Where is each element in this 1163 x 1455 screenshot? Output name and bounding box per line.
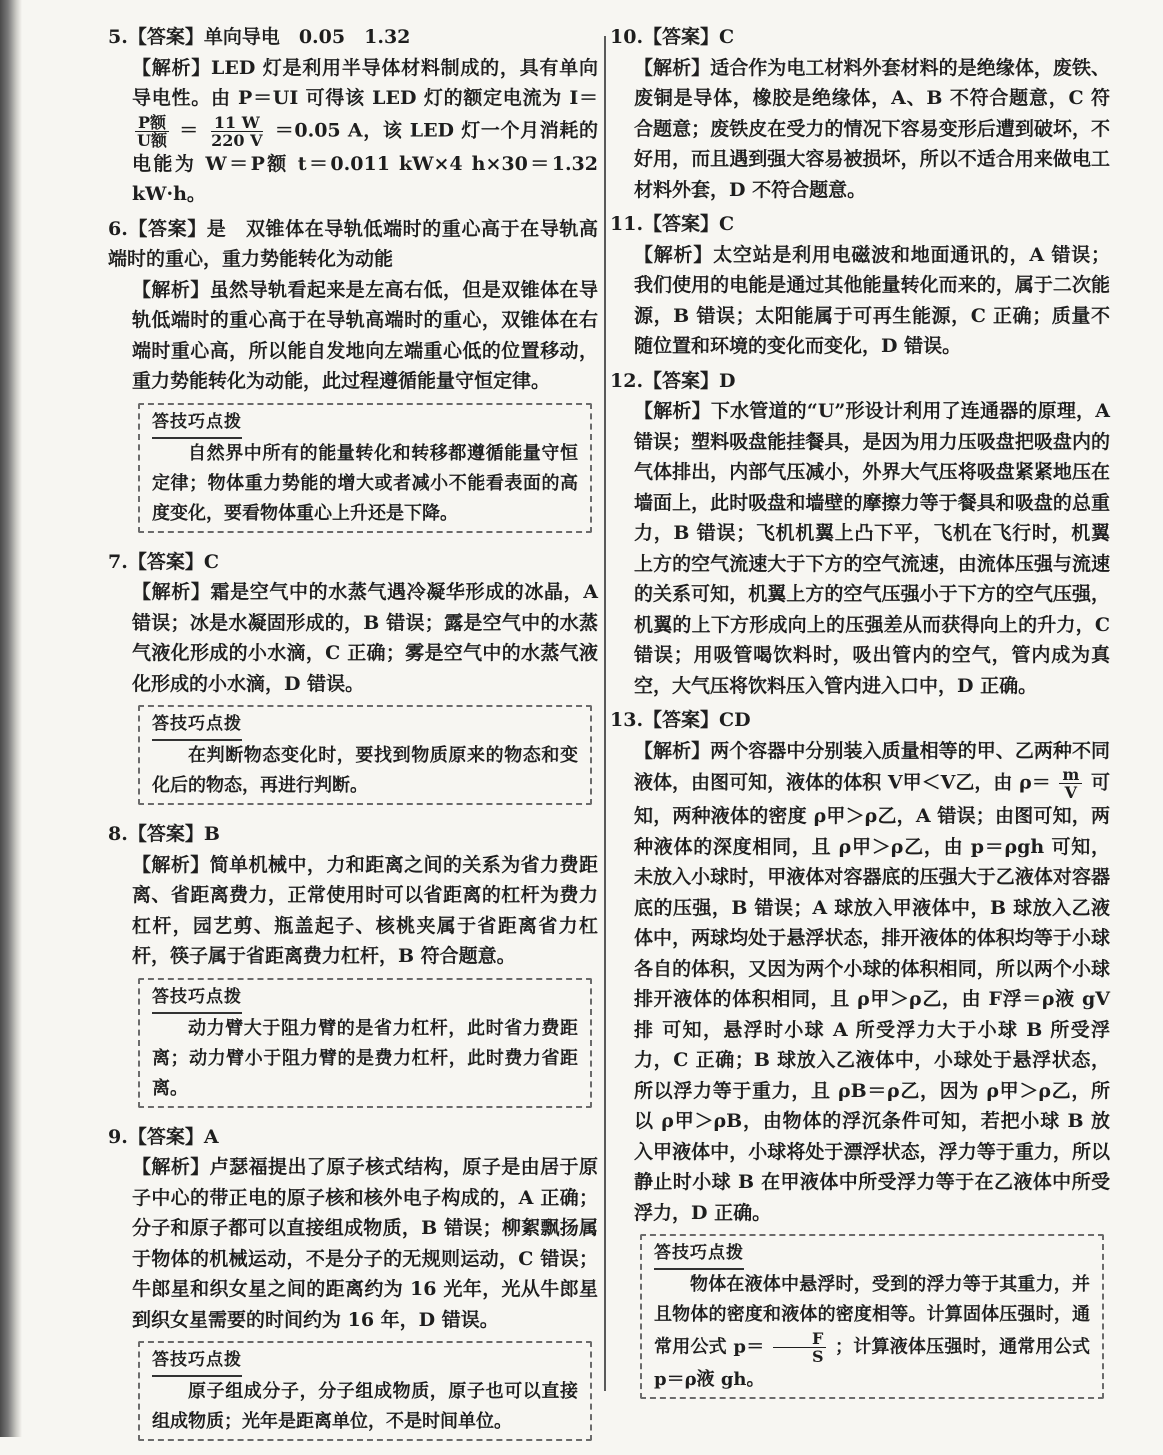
explanation xyxy=(610,736,1110,1229)
explanation: 【解析】太空站是利用电磁波和地面通讯的，A 错误；我们使用的电能是通过其他能量转化而来的，属于二次能源，B 错误；太阳能属于可再生能源，C 正确；质量不随位置和环境的变化而变化，D 错误。 xyxy=(634,243,1110,357)
fraction-denominator: U额 xyxy=(137,130,167,150)
question-13 xyxy=(610,705,1110,1399)
fraction-numerator: F xyxy=(773,1330,826,1348)
answer-line: 11.【答案】C xyxy=(610,213,735,235)
answer-line: 10.【答案】C xyxy=(610,26,735,48)
tip-body: 原子组成分子，分子组成物质，原子也可以直接组成物质；光年是距离单位，不是时间单位。 xyxy=(152,1381,578,1432)
question-7 xyxy=(108,547,598,806)
answer-line: 13.【答案】CD xyxy=(610,709,751,731)
explanation-text: 【解析】LED 灯是利用半导体材料制成的，具有单向导电性。由 P＝UI 可得该 LED 灯的额定电流为 I＝ xyxy=(132,56,598,109)
fraction-numerator: 11 W xyxy=(211,114,263,132)
fraction-denominator: S xyxy=(811,1347,824,1366)
fraction-denominator: 220 V xyxy=(211,130,263,150)
left-column xyxy=(108,22,598,1455)
explanation: 【解析】适合作为电工材料外套材料的是绝缘体，废铁、废铜是导体，橡胶是绝缘体，A、B 不符合题意，C 符合题意；废铁皮在受力的情况下容易变形后遭到破坏，不好用，而且遇到强大容易被损坏，所以不适合用来做电工材料外套，D 不符合题意。 xyxy=(634,56,1110,201)
question-11 xyxy=(610,209,1110,362)
question-10 xyxy=(610,22,1110,205)
explanation xyxy=(108,53,598,210)
fraction-rated-current xyxy=(134,114,170,149)
answer-line: 7.【答案】C xyxy=(108,550,219,573)
fraction-density xyxy=(1059,766,1082,801)
page-binding-edge xyxy=(0,0,22,1437)
tip-title: 答技巧点拨 xyxy=(654,1238,744,1270)
tip-title: 答技巧点拨 xyxy=(152,1345,242,1377)
fraction-numerator: P额 xyxy=(135,114,169,132)
answer-line: 9.【答案】A xyxy=(108,1125,219,1148)
fraction-numerator: m xyxy=(1059,766,1082,784)
tip-body: 动力臂大于阻力臂的是省力杠杆，此时省力费距离；动力臂小于阻力臂的是费力杠杆，此时费力省距离。 xyxy=(152,1017,578,1099)
explanation: 【解析】虽然导轨看起来是左高右低，但是双锥体在导轨低端时的重心高于在导轨高端时的重心，双锥体在右端时重心高，所以能自发地向左端重心低的位置移动，重力势能转化为动能，此过程遵循能量守恒定律。 xyxy=(132,278,598,392)
answer-line: 5.【答案】单向导电 0.05 1.32 xyxy=(108,26,411,48)
explanation-text: ＝ xyxy=(179,119,199,141)
question-8 xyxy=(108,819,598,1108)
tip-box xyxy=(138,978,592,1108)
tip-title: 答技巧点拨 xyxy=(152,982,242,1014)
explanation: 【解析】卢瑟福提出了原子核式结构，原子是由居于原子中心的带正电的原子核和核外电子构成的，A 正确；分子和原子都可以直接组成物质，B 错误；柳絮飘扬属于物体的机械运动，不是分子的无规则运动，C 错误；牛郎星和织女星之间的距离约为 16 光年，光从牛郎星到织女星需要的时间约为 16 年，D 错误。 xyxy=(132,1156,598,1331)
explanation-text: 可知，两种液体的密度 ρ甲＞ρ乙，A 错误；由图可知，两种液体的深度相同，且 ρ甲＞ρ乙，由 p＝ρgh 可知，未放入小球时，甲液体对容器底的压强大于乙液体对容器底的压强，B 错误；A 球放入甲液体中，B 球放入乙液体中，两球均处于悬浮状态，排开液体的体积均等于小球各自的体积，又因为两个小球的体积相同，所以两个小球排开液体的体积相同，且 ρ甲＞ρ乙，由 F浮＝ρ液 gV排 可知，悬浮时小球 A 所受浮力大于小球 B 所受浮力，C 正确；B 球放入乙液体中，小球处于悬浮状态，所以浮力等于重力，且 ρB＝ρ乙，因为 ρ甲＞ρ乙，所以 ρ甲＞ρB，由物体的浮沉条件可知，若把小球 B 放入甲液体中，小球将处于漂浮状态，浮力等于重力，所以静止时小球 B 在甲液体中所受浮力等于在乙液体中所受浮力，D 正确。 xyxy=(634,771,1110,1224)
tip-box xyxy=(138,403,592,533)
answer-line: 8.【答案】B xyxy=(108,823,220,845)
tip-box xyxy=(640,1234,1104,1399)
explanation: 【解析】下水管道的“U”形设计利用了连通器的原理，A 错误；塑料吸盘能挂餐具，是因为用力压吸盘把吸盘内的气体排出，内部气压减小，外界大气压将吸盘紧紧地压在墙面上，此时吸盘和墙壁的摩擦力等于餐具和吸盘的总重力，B 错误；飞机机翼上凸下平，飞机在飞行时，机翼上方的空气流速大于下方的空气流速，由流体压强与流速的关系可知，机翼上方的空气压强小于下方的空气压强，机翼的上下方形成向上的压强差从而获得向上的升力，C 错误；用吸管喝饮料时，吸出管内的空气，管内成为真空，大气压将饮料压入管内进入口中，D 正确。 xyxy=(634,400,1110,697)
answer-line: 12.【答案】D xyxy=(610,369,736,392)
question-12 xyxy=(610,366,1110,702)
tip-text: ；计算液体压强时，通常用公式 p＝ρ液 gh。 xyxy=(654,1336,1090,1390)
tip-box xyxy=(138,1341,592,1441)
right-column xyxy=(610,22,1110,1413)
tip-body: 自然界中所有的能量转化和转移都遵循能量守恒定律；物体重力势能的增大或者减小不能看表面的高度变化，要看物体重心上升还是下降。 xyxy=(152,442,578,524)
fraction-values xyxy=(208,114,265,149)
tip-body xyxy=(654,1270,1090,1395)
tip-body: 在判断物态变化时，要找到物质原来的物态和变化后的物态，再进行判断。 xyxy=(152,745,578,796)
question-5 xyxy=(108,22,598,210)
explanation-text: ＝0.05 A，该 LED 灯一个月消耗的电能为 W＝P额 t＝0.011 kW×4 h×30＝1.32 kW·h。 xyxy=(132,119,598,205)
question-9 xyxy=(108,1122,598,1442)
tip-title: 答技巧点拨 xyxy=(152,407,242,439)
fraction-pressure xyxy=(773,1330,827,1365)
fraction-denominator: V xyxy=(1064,783,1078,802)
tip-title: 答技巧点拨 xyxy=(152,709,242,741)
tip-text: 物体在液体中悬浮时，受到的浮力等于其重力，并且物体的密度和液体的密度相等。计算固体压强时，通常用公式 p＝ xyxy=(654,1274,1090,1358)
answer-line: 6.【答案】是 双锥体在导轨低端时的重心高于在导轨高端时的重心，重力势能转化为动能 xyxy=(108,217,598,270)
question-6 xyxy=(108,214,598,533)
tip-box xyxy=(138,705,592,805)
explanation-text: 【解析】两个容器中分别装入质量相等的甲、乙两种不同液体，由图可知，液体的体积 V甲＜V乙，由 ρ＝ xyxy=(634,739,1110,794)
explanation: 【解析】霜是空气中的水蒸气遇冷凝华形成的冰晶，A 错误；冰是水凝固形成的，B 错误；露是空气中的水蒸气液化形成的小水滴，C 正确；雾是空气中的水蒸气液化形成的小水滴，D 错误。 xyxy=(132,581,598,695)
column-divider xyxy=(604,36,606,1391)
explanation: 【解析】简单机械中，力和距离之间的关系为省力费距离、省距离费力，正常使用时可以省距离的杠杆为费力杠杆，园艺剪、瓶盖起子、核桃夹属于省距离省力杠杆，筷子属于省距离费力杠杆，B 符合题意。 xyxy=(132,853,598,967)
